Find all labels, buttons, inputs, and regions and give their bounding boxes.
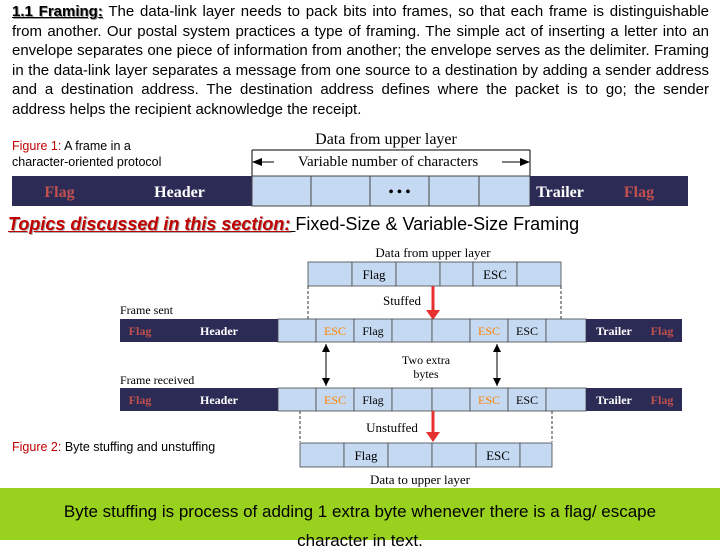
figure1-trailer-label: Trailer xyxy=(536,184,584,201)
figure2-data-from-label: Data from upper layer xyxy=(375,245,491,260)
figure1-data-label: Data from upper layer xyxy=(315,131,457,148)
figure2-frame-sent-label: Frame sent xyxy=(120,303,173,317)
figure1-dots: • • • xyxy=(388,185,411,200)
footer-banner xyxy=(0,488,720,550)
figure2-bottom-cell-6 xyxy=(520,443,552,467)
figure1-char-cell-2 xyxy=(311,176,370,206)
figure2-two-extra-line1: Two extra xyxy=(401,353,451,367)
figure2-recv-trailer-label: Trailer xyxy=(596,393,632,407)
figure2-stuffed-arrowhead xyxy=(426,310,440,320)
topics-value: Fixed-Size & Variable-Size Framing xyxy=(295,214,580,234)
figure2-caption-text: Byte stuffing and unstuffing xyxy=(61,440,216,454)
figure1-char-cell-4 xyxy=(429,176,479,206)
figure2-bottom-cell-1 xyxy=(300,443,344,467)
figure2-recv-flag-right-label: Flag xyxy=(650,393,674,407)
figure2-sent-esc-1-label: ESC xyxy=(323,324,347,338)
figure2-recv-flag-data-label: Flag xyxy=(362,393,384,407)
figure2-recv-cell-5 xyxy=(432,388,470,411)
figure1-caption-line1: A frame in a xyxy=(61,139,131,153)
figure2-recv-cell-4 xyxy=(392,388,432,411)
figure2-sent-flag-data-label: Flag xyxy=(362,324,384,338)
figure2-extra-arrowhead-left-up xyxy=(322,344,330,352)
figure2-caption-label: Figure 2: xyxy=(12,440,62,454)
figure1-flag-left-label: Flag xyxy=(44,184,75,201)
figure2-recv-cell-8 xyxy=(546,388,586,411)
figure1-char-cell-1 xyxy=(252,176,311,206)
figure2-recv-flag-left-label: Flag xyxy=(128,393,152,407)
figure1-caption-line2: character-oriented protocol xyxy=(12,154,162,169)
figure1-arrowhead-right xyxy=(520,158,530,166)
figure1-caption-label: Figure 1: xyxy=(12,139,62,153)
figure2-stuffed-label: Stuffed xyxy=(382,293,422,308)
figure2-sent-header-label: Header xyxy=(200,324,238,338)
figure2-frame-received-label: Frame received xyxy=(120,373,195,387)
figure2-bottom-flag: Flag xyxy=(354,448,378,463)
figure2-sent-flag-right-label: Flag xyxy=(650,324,674,338)
figure1-flag-right-label: Flag xyxy=(623,184,655,201)
figure2-data-to-label: Data to upper layer xyxy=(370,472,470,487)
figure2-sent-cell-1 xyxy=(278,319,316,342)
section-heading: 1.1 Framing: xyxy=(12,3,103,20)
topics-line xyxy=(8,214,579,235)
figure2-recv-header-label: Header xyxy=(200,393,238,407)
figure2-two-extra-line2: bytes xyxy=(413,367,439,381)
topics-label: Topics discussed in this section: xyxy=(8,214,291,234)
figure2-extra-arrowhead-right-up xyxy=(493,344,501,352)
figure2-recv-esc-2-label: ESC xyxy=(477,393,501,407)
figure2-sent-esc-2-label: ESC xyxy=(477,324,501,338)
figure2-recv-cell-1 xyxy=(278,388,316,411)
figure2-sent-esc-data-label: ESC xyxy=(515,324,539,338)
figure2-sent-cell-4 xyxy=(392,319,432,342)
figure2-sent-cell-8 xyxy=(546,319,586,342)
figure2-bottom-cell-3 xyxy=(388,443,432,467)
figure2-unstuffed-arrowhead xyxy=(426,432,440,442)
paragraph-text: The data-link layer needs to pack bits into frames, so that each frame is distinguishable from another. Our postal system practices a type of framing. The simple act of inserting a letter into an envelope separates one piece of information from another; the envelope serves as the delimiter. Framing in the data-link layer separates a message from one source to a destination by adding a sender address and a destination address. The destination address defines where the packet is to go; the sender address helps the recipient acknowledge the receipt. xyxy=(12,3,710,118)
figure1-diagram xyxy=(0,0,720,215)
figure2-extra-arrowhead-left-down xyxy=(322,378,330,386)
figure2-bottom-esc: ESC xyxy=(486,448,510,463)
footer-line1: Byte stuffing is process of adding 1 extra byte whenever there is a flag/ escape xyxy=(63,502,657,521)
figure2-sent-cell-5 xyxy=(432,319,470,342)
figure2-recv-esc-1-label: ESC xyxy=(323,393,347,407)
footer-text xyxy=(64,494,656,552)
figure2-top-cell-4 xyxy=(440,262,473,286)
figure2-sent-trailer-label: Trailer xyxy=(596,324,632,338)
figure1-arrowhead-left xyxy=(252,158,262,166)
figure2-top-cell-3 xyxy=(396,262,440,286)
figure2-top-flag: Flag xyxy=(362,267,386,282)
figure2-recv-esc-data-label: ESC xyxy=(515,393,539,407)
figure2-top-cell-6 xyxy=(517,262,561,286)
figure2-unstuffed-label: Unstuffed xyxy=(366,420,418,435)
figure2-top-cell-1 xyxy=(308,262,352,286)
figure2-caption xyxy=(12,440,215,454)
figure2-bottom-cell-4 xyxy=(432,443,476,467)
figure1-variable-label: Variable number of characters xyxy=(297,154,479,170)
figure1-header-label: Header xyxy=(154,184,205,201)
figure2-sent-flag-left-label: Flag xyxy=(128,324,152,338)
figure2-extra-arrowhead-right-down xyxy=(493,378,501,386)
figure1-char-cell-5 xyxy=(479,176,530,206)
footer-line2: character in text. xyxy=(297,531,423,550)
figure2-top-esc: ESC xyxy=(483,267,507,282)
